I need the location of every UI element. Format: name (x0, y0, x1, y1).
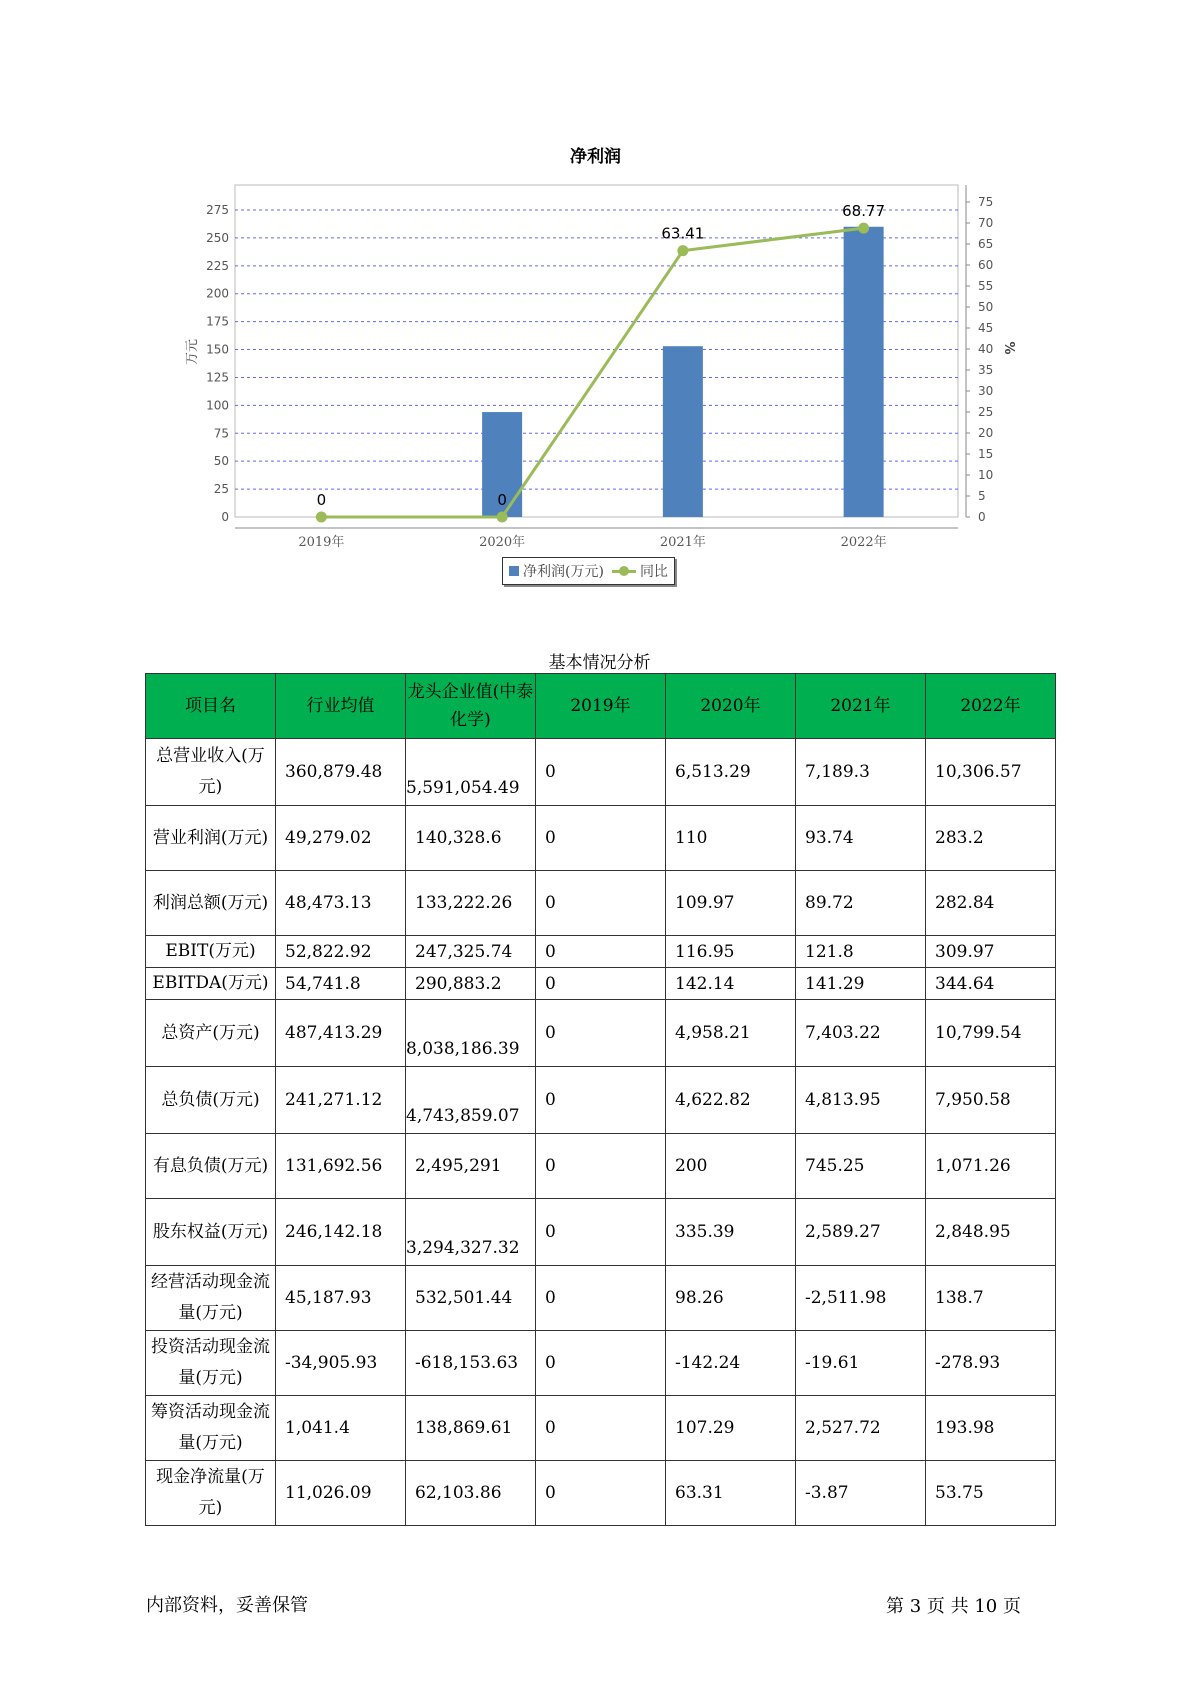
year-2022-cell: 344.64 (926, 968, 1056, 1000)
y2-tick-label: 20 (978, 426, 994, 440)
leader-value-cell: -618,153.63 (406, 1331, 536, 1396)
year-2020-cell: -142.24 (666, 1331, 796, 1396)
year-2019-cell: 0 (536, 1331, 666, 1396)
bar-legend-swatch (509, 566, 519, 576)
net-profit-bar (663, 346, 703, 517)
item-name-cell: 经营活动现金流量(万元) (146, 1266, 276, 1331)
leader-value-cell: 62,103.86 (406, 1461, 536, 1526)
industry-avg-cell: 360,879.48 (276, 739, 406, 806)
y2-tick-label: 60 (978, 258, 994, 272)
header-cell: 2022年 (926, 674, 1056, 739)
year-2019-cell: 0 (536, 1266, 666, 1331)
year-2019-cell: 0 (536, 1134, 666, 1199)
industry-avg-cell: -34,905.93 (276, 1331, 406, 1396)
year-2022-cell: 283.2 (926, 806, 1056, 871)
year-2021-cell: 745.25 (796, 1134, 926, 1199)
table-row (146, 1199, 1056, 1266)
yoy-point (316, 512, 327, 523)
year-2021-cell: 89.72 (796, 871, 926, 936)
y2-tick-label: 45 (978, 321, 994, 335)
year-2019-cell: 0 (536, 1461, 666, 1526)
header-cell: 2019年 (536, 674, 666, 739)
year-2022-cell: 193.98 (926, 1396, 1056, 1461)
y-tick-label: 150 (206, 342, 229, 357)
industry-avg-cell: 48,473.13 (276, 871, 406, 936)
table-row (146, 1067, 1056, 1134)
header-cell: 项目名 (146, 674, 276, 739)
table-row (146, 1331, 1056, 1396)
year-2021-cell: -3.87 (796, 1461, 926, 1526)
year-2021-cell: 93.74 (796, 806, 926, 871)
item-name-cell: EBITDA(万元) (146, 968, 276, 1000)
year-2022-cell: 138.7 (926, 1266, 1056, 1331)
leader-value-cell: 8,038,186.39 (406, 1000, 536, 1067)
year-2019-cell: 0 (536, 1067, 666, 1134)
leader-value-cell: 2,495,291 (406, 1134, 536, 1199)
leader-value-cell: 133,222.26 (406, 871, 536, 936)
y-tick-label: 200 (206, 286, 229, 301)
leader-value-cell: 5,591,054.49 (406, 739, 536, 806)
x-tick-label: 2020年 (479, 535, 526, 550)
y2-tick-label: 30 (978, 384, 994, 398)
year-2022-cell: 2,848.95 (926, 1199, 1056, 1266)
legend-label-net-profit: 净利润(万元) (523, 564, 604, 580)
year-2022-cell: 1,071.26 (926, 1134, 1056, 1199)
year-2020-cell: 4,958.21 (666, 1000, 796, 1067)
year-2021-cell: 141.29 (796, 968, 926, 1000)
yoy-data-label: 0 (497, 491, 507, 509)
x-tick-label: 2021年 (659, 535, 706, 550)
y2-tick-label: 75 (978, 195, 994, 209)
legend-label-yoy: 同比 (639, 564, 668, 580)
item-name-cell: 股东权益(万元) (146, 1199, 276, 1266)
industry-avg-cell: 131,692.56 (276, 1134, 406, 1199)
y-tick-label: 275 (206, 203, 229, 217)
y-tick-label: 25 (213, 482, 229, 497)
year-2021-cell: -2,511.98 (796, 1266, 926, 1331)
industry-avg-cell: 45,187.93 (276, 1266, 406, 1331)
y-tick-label: 100 (206, 398, 229, 413)
table-row (146, 739, 1056, 806)
industry-avg-cell: 54,741.8 (276, 968, 406, 1000)
y2-tick-label: 15 (978, 447, 994, 461)
industry-avg-cell: 49,279.02 (276, 806, 406, 871)
industry-avg-cell: 246,142.18 (276, 1199, 406, 1266)
industry-avg-cell: 241,271.12 (276, 1067, 406, 1134)
table-row (146, 871, 1056, 936)
year-2020-cell: 335.39 (666, 1199, 796, 1266)
year-2019-cell: 0 (536, 1199, 666, 1266)
table-row (146, 936, 1056, 968)
y2-tick-label: 70 (978, 216, 994, 230)
industry-avg-cell: 1,041.4 (276, 1396, 406, 1461)
chart-title: 净利润 (570, 147, 621, 167)
year-2019-cell: 0 (536, 1396, 666, 1461)
header-cell: 2020年 (666, 674, 796, 739)
table-body (146, 739, 1056, 1526)
leader-value-cell: 140,328.6 (406, 806, 536, 871)
y2-axis-label: % (1001, 341, 1016, 355)
yoy-point (858, 223, 869, 234)
footer-page-number: 第 3 页 共 10 页 (886, 1596, 1021, 1617)
table-row (146, 1266, 1056, 1331)
header-cell: 龙头企业值(中泰化学) (406, 674, 536, 739)
year-2020-cell: 200 (666, 1134, 796, 1199)
chart-legend (502, 557, 675, 585)
yoy-data-label: 63.41 (661, 224, 705, 243)
yoy-data-label: 0 (316, 491, 327, 509)
header-cell: 行业均值 (276, 674, 406, 739)
item-name-cell: 总资产(万元) (146, 1000, 276, 1067)
year-2022-cell: 10,799.54 (926, 1000, 1056, 1067)
leader-value-cell: 3,294,327.32 (406, 1199, 536, 1266)
year-2020-cell: 116.95 (666, 936, 796, 968)
year-2021-cell: 2,527.72 (796, 1396, 926, 1461)
y2-tick-label: 50 (978, 300, 994, 314)
yoy-point (677, 245, 688, 256)
year-2020-cell: 142.14 (666, 968, 796, 1000)
x-tick-label: 2022年 (840, 535, 887, 550)
y-tick-label: 250 (206, 230, 229, 245)
footer-confidential-note: 内部资料，妥善保管 (146, 1595, 308, 1616)
year-2020-cell: 110 (666, 806, 796, 871)
table-header-row (146, 674, 1056, 739)
year-2020-cell: 109.97 (666, 871, 796, 936)
year-2021-cell: 2,589.27 (796, 1199, 926, 1266)
year-2020-cell: 107.29 (666, 1396, 796, 1461)
leader-value-cell: 290,883.2 (406, 968, 536, 1000)
y2-tick-label: 25 (978, 405, 994, 419)
y2-tick-label: 65 (978, 237, 994, 251)
yoy-data-label: 68.77 (842, 202, 886, 221)
table-caption: 基本情况分析 (548, 653, 651, 673)
year-2022-cell: 7,950.58 (926, 1067, 1056, 1134)
y-tick-label: 50 (213, 454, 229, 469)
basic-analysis-table (145, 673, 1056, 1526)
net-profit-bar (844, 227, 884, 517)
year-2020-cell: 4,622.82 (666, 1067, 796, 1134)
year-2021-cell: 7,189.3 (796, 739, 926, 806)
table-row (146, 1000, 1056, 1067)
year-2019-cell: 0 (536, 739, 666, 806)
leader-value-cell: 532,501.44 (406, 1266, 536, 1331)
year-2019-cell: 0 (536, 936, 666, 968)
y2-tick-label: 35 (978, 363, 994, 377)
item-name-cell: 总营业收入(万元) (146, 739, 276, 806)
item-name-cell: 总负债(万元) (146, 1067, 276, 1134)
year-2022-cell: 309.97 (926, 936, 1056, 968)
year-2019-cell: 0 (536, 1000, 666, 1067)
table-row (146, 968, 1056, 1000)
year-2022-cell: 10,306.57 (926, 739, 1056, 806)
year-2019-cell: 0 (536, 806, 666, 871)
item-name-cell: 筹资活动现金流量(万元) (146, 1396, 276, 1461)
leader-value-cell: 4,743,859.07 (406, 1067, 536, 1134)
net-profit-chart (0, 0, 1191, 600)
year-2020-cell: 6,513.29 (666, 739, 796, 806)
year-2022-cell: -278.93 (926, 1331, 1056, 1396)
y-tick-label: 225 (206, 258, 229, 273)
y-tick-label: 125 (206, 370, 229, 385)
industry-avg-cell: 487,413.29 (276, 1000, 406, 1067)
year-2022-cell: 282.84 (926, 871, 1056, 936)
header-cell: 2021年 (796, 674, 926, 739)
year-2020-cell: 63.31 (666, 1461, 796, 1526)
item-name-cell: 利润总额(万元) (146, 871, 276, 936)
y2-tick-label: 10 (978, 468, 994, 482)
year-2022-cell: 53.75 (926, 1461, 1056, 1526)
table-row (146, 1134, 1056, 1199)
year-2019-cell: 0 (536, 871, 666, 936)
table-row (146, 1461, 1056, 1526)
yoy-point (497, 512, 508, 523)
item-name-cell: 有息负债(万元) (146, 1134, 276, 1199)
year-2021-cell: 4,813.95 (796, 1067, 926, 1134)
item-name-cell: EBIT(万元) (146, 936, 276, 968)
leader-value-cell: 138,869.61 (406, 1396, 536, 1461)
x-tick-label: 2019年 (298, 535, 345, 550)
industry-avg-cell: 52,822.92 (276, 936, 406, 968)
y-axis-label: 万元 (185, 338, 200, 366)
table-row (146, 806, 1056, 871)
industry-avg-cell: 11,026.09 (276, 1461, 406, 1526)
y-tick-label: 75 (213, 426, 229, 441)
table-row (146, 1396, 1056, 1461)
y2-tick-label: 5 (978, 489, 986, 503)
y-tick-label: 175 (206, 314, 229, 329)
y2-tick-label: 40 (978, 342, 994, 356)
item-name-cell: 投资活动现金流量(万元) (146, 1331, 276, 1396)
year-2021-cell: -19.61 (796, 1331, 926, 1396)
year-2021-cell: 7,403.22 (796, 1000, 926, 1067)
line-legend-swatch (612, 566, 636, 576)
year-2021-cell: 121.8 (796, 936, 926, 968)
year-2020-cell: 98.26 (666, 1266, 796, 1331)
item-name-cell: 现金净流量(万元) (146, 1461, 276, 1526)
item-name-cell: 营业利润(万元) (146, 806, 276, 871)
y2-tick-label: 0 (978, 510, 986, 524)
leader-value-cell: 247,325.74 (406, 936, 536, 968)
year-2019-cell: 0 (536, 968, 666, 1000)
y-tick-label: 0 (221, 510, 229, 524)
y2-tick-label: 55 (978, 279, 994, 293)
